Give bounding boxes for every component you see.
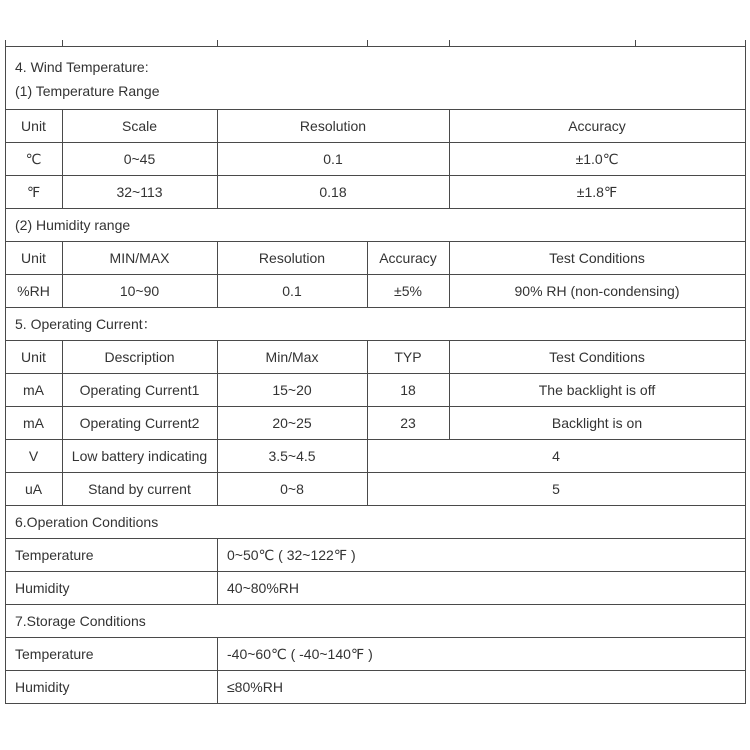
table-rule-vertical xyxy=(62,40,63,47)
table-rule-vertical xyxy=(217,340,218,505)
storage-condition-value: -40~60℃ ( -40~140℉ ) xyxy=(227,645,373,662)
current-cell: mA xyxy=(23,414,44,431)
table-rule-vertical xyxy=(449,40,450,47)
temperature-cell: 0.1 xyxy=(323,150,343,167)
current-cell: 20~25 xyxy=(272,414,312,431)
subtitle-humidity-range: (2) Humidity range xyxy=(15,216,131,233)
section-title-wind-temperature: 4. Wind Temperature: xyxy=(15,59,149,75)
subtitle-temperature-range: (1) Temperature Range xyxy=(15,83,160,99)
humidity-header-cell: MIN/MAX xyxy=(109,249,170,266)
table-rule-horizontal xyxy=(5,604,746,605)
table-rule-horizontal xyxy=(5,109,746,110)
current-merged-cell: Stand by current xyxy=(88,480,191,497)
temperature-cell: 32~113 xyxy=(116,183,163,200)
current-header-cell: Unit xyxy=(21,348,46,365)
current-header-cell: TYP xyxy=(394,348,422,365)
table-rule-vertical xyxy=(5,46,6,704)
table-rule-horizontal xyxy=(5,340,746,341)
humidity-header-cell: Accuracy xyxy=(379,249,437,266)
current-cell: Operating Current1 xyxy=(79,381,200,398)
section-title-operation-conditions: 6.Operation Conditions xyxy=(15,513,159,530)
storage-condition-label: Temperature xyxy=(15,645,94,662)
table-rule-horizontal xyxy=(5,472,746,473)
current-merged-cell: uA xyxy=(24,480,43,497)
table-rule-horizontal xyxy=(5,241,746,242)
operation-condition-value: 0~50℃ ( 32~122℉ ) xyxy=(227,546,356,563)
table-rule-vertical xyxy=(367,340,368,505)
table-rule-horizontal xyxy=(5,703,746,704)
table-rule-horizontal xyxy=(5,538,746,539)
section-title-operating-current: 5. Operating Current： xyxy=(15,315,157,332)
table-rule-vertical xyxy=(62,241,63,307)
current-cell: 15~20 xyxy=(272,381,312,398)
temperature-cell: ℃ xyxy=(25,150,42,167)
table-rule-vertical xyxy=(217,538,218,604)
current-cell: 23 xyxy=(400,414,416,431)
temperature-header-cell: Resolution xyxy=(299,117,367,134)
humidity-header-cell: Unit xyxy=(21,249,46,266)
current-merged-cell: V xyxy=(28,447,39,464)
table-rule-vertical xyxy=(449,340,450,439)
table-rule-vertical xyxy=(217,241,218,307)
table-rule-vertical xyxy=(449,109,450,208)
table-rule-vertical xyxy=(449,241,450,307)
current-merged-cell: 4 xyxy=(552,447,560,464)
temperature-header-cell: Unit xyxy=(21,117,46,134)
table-rule-vertical xyxy=(367,40,368,47)
storage-condition-label: Humidity xyxy=(15,678,70,695)
table-rule-vertical xyxy=(745,46,746,704)
current-header-cell: Description xyxy=(104,348,175,365)
current-merged-cell: 3.5~4.5 xyxy=(268,447,316,464)
humidity-header-cell: Test Conditions xyxy=(549,249,645,266)
current-cell: Operating Current2 xyxy=(79,414,200,431)
table-rule-horizontal xyxy=(5,439,746,440)
humidity-cell: %RH xyxy=(17,282,50,299)
table-rule-horizontal xyxy=(5,571,746,572)
current-merged-cell: Low battery indicating xyxy=(71,447,208,464)
table-rule-horizontal xyxy=(5,505,746,506)
table-rule-horizontal xyxy=(5,175,746,176)
table-rule-vertical xyxy=(62,340,63,505)
current-merged-cell: 5 xyxy=(552,480,560,497)
specification-table xyxy=(5,0,746,750)
operation-condition-label: Temperature xyxy=(15,546,94,563)
current-cell: Backlight is on xyxy=(551,414,643,431)
table-rule-horizontal xyxy=(5,670,746,671)
operation-condition-label: Humidity xyxy=(15,579,70,596)
current-merged-cell: 0~8 xyxy=(280,480,304,497)
temperature-cell: ℉ xyxy=(26,183,41,200)
table-rule-vertical xyxy=(217,40,218,47)
operation-condition-value: 40~80%RH xyxy=(227,579,299,596)
section-title-storage-conditions: 7.Storage Conditions xyxy=(15,612,146,629)
humidity-cell: ±5% xyxy=(394,282,422,299)
temperature-cell: ±1.8℉ xyxy=(576,183,618,200)
humidity-cell: 90% RH (non-condensing) xyxy=(514,282,680,299)
table-rule-horizontal xyxy=(5,373,746,374)
storage-condition-value: ≤80%RH xyxy=(227,678,283,695)
temperature-cell: 0.18 xyxy=(319,183,347,200)
table-rule-vertical xyxy=(217,637,218,703)
table-rule-horizontal xyxy=(5,208,746,209)
current-cell: The backlight is off xyxy=(538,381,656,398)
temperature-header-cell: Accuracy xyxy=(568,117,626,134)
temperature-header-cell: Scale xyxy=(121,117,158,134)
table-rule-vertical xyxy=(635,40,636,47)
table-rule-horizontal xyxy=(5,274,746,275)
humidity-header-cell: Resolution xyxy=(258,249,326,266)
current-header-cell: Min/Max xyxy=(265,348,319,365)
table-rule-horizontal xyxy=(5,142,746,143)
table-rule-horizontal xyxy=(5,406,746,407)
table-rule-horizontal xyxy=(5,307,746,308)
temperature-cell: ±1.0℃ xyxy=(575,150,619,167)
current-header-cell: Test Conditions xyxy=(549,348,645,365)
table-rule-horizontal xyxy=(5,637,746,638)
current-cell: mA xyxy=(23,381,44,398)
table-rule-vertical xyxy=(367,241,368,307)
humidity-cell: 10~90 xyxy=(119,282,160,299)
temperature-cell: 0~45 xyxy=(123,150,156,167)
humidity-cell: 0.1 xyxy=(282,282,302,299)
current-cell: 18 xyxy=(400,381,416,398)
table-rule-vertical xyxy=(62,109,63,208)
table-rule-vertical xyxy=(217,109,218,208)
